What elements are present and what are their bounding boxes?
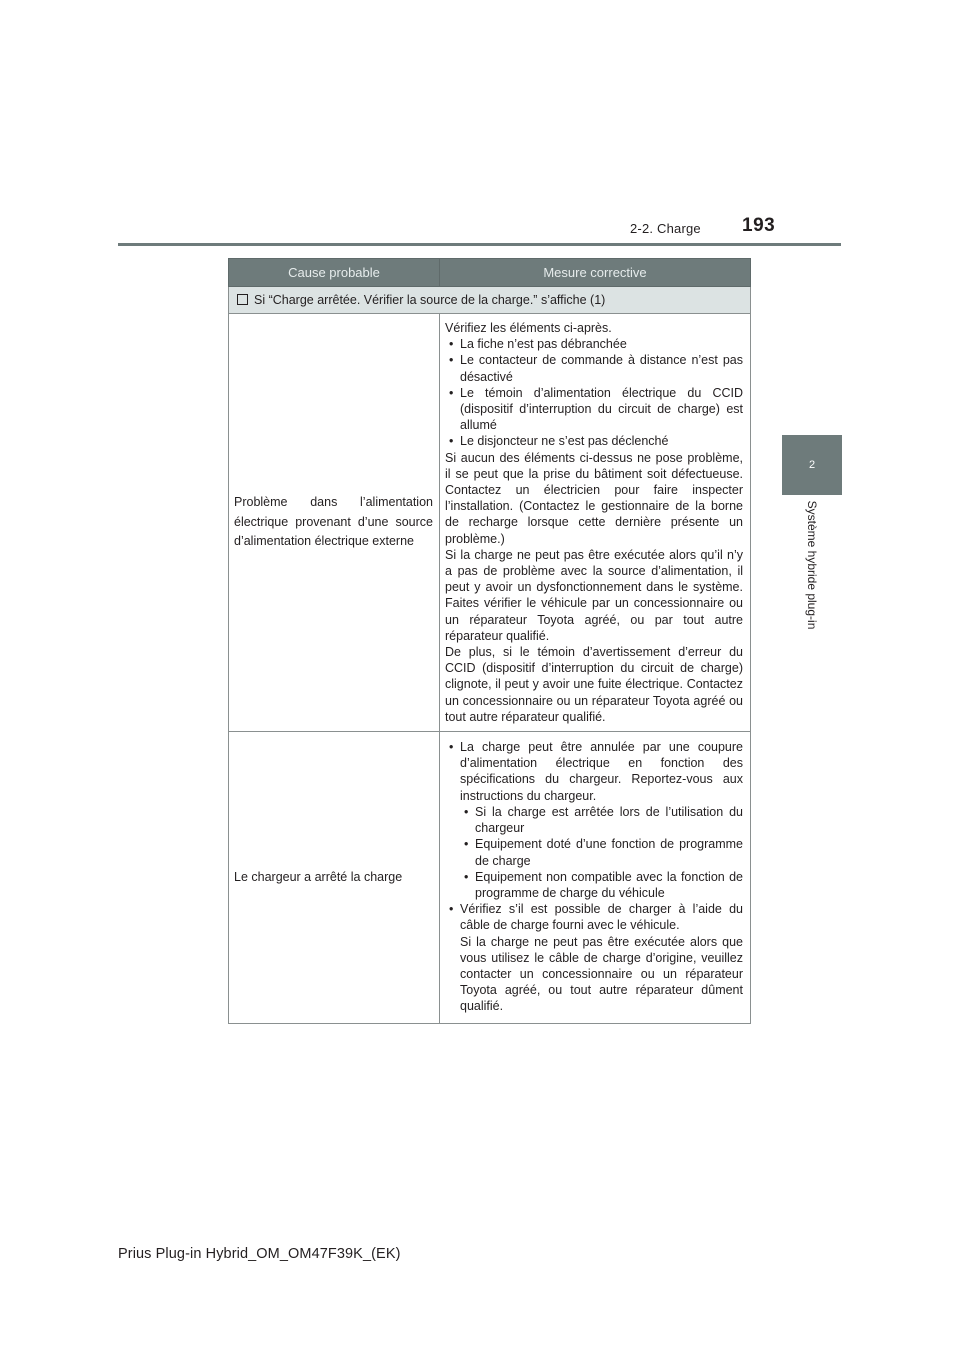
- section-title: Si “Charge arrêtée. Vérifier la source de la charge.” s’affiche (1): [254, 292, 606, 307]
- measure-intro: Vérifiez les éléments ci-après.: [445, 321, 612, 335]
- section-row: [229, 287, 751, 314]
- table-header-row: [229, 259, 751, 287]
- section-header: 2-2. Charge: [630, 221, 701, 236]
- troubleshooting-table: [228, 258, 751, 1024]
- chapter-number: 2: [808, 459, 816, 471]
- sub-list-item: • Si la charge est arrêtée lors de l’utilisation du chargeur: [445, 804, 743, 836]
- list-item: • Le témoin d’alimentation électrique du CCID (dispositif d’interruption du circuit de charge) est allumé: [445, 385, 743, 434]
- column-header-measure: Mesure corrective: [440, 259, 751, 287]
- measure-cell: [440, 732, 751, 1023]
- chapter-label: Système hybride plug-in: [805, 500, 819, 630]
- chapter-tab: [782, 435, 842, 495]
- list-item-continuation: Si la charge ne peut pas être exécutée alors que vous utilisez le câble de charge d’origine, veuillez contacter un concessionnaire ou un réparateur Toyota agréé, ou tout autre réparateur dûment qualifié.: [460, 934, 743, 1014]
- list-item: • La charge peut être annulée par une coupure d’alimentation électrique en fonction des spécifications du chargeur. Reportez-vous aux instructions du chargeur.: [445, 739, 743, 804]
- sub-list-item: • Equipement non compatible avec la fonction de programme de charge du véhicule: [445, 869, 743, 901]
- cause-cell: Problème dans l’alimentation électrique provenant d’une source d’alimentation électrique externe: [229, 314, 440, 732]
- section-title-cell: [229, 287, 751, 314]
- checkbox-square-icon: [237, 294, 248, 305]
- list-item: • Le disjoncteur ne s’est pas déclenché: [445, 433, 743, 449]
- header-rule: [118, 243, 841, 246]
- list-item: • La fiche n’est pas débranchée: [445, 336, 743, 352]
- list-item: • Le contacteur de commande à distance n’est pas désactivé: [445, 352, 743, 384]
- measure-cell: [440, 314, 751, 732]
- table-row: [229, 732, 751, 1023]
- table-row: [229, 314, 751, 732]
- sub-list-item: • Equipement doté d’une fonction de programme de charge: [445, 836, 743, 868]
- column-header-cause: Cause probable: [229, 259, 440, 287]
- measure-paragraph: Si la charge ne peut pas être exécutée alors qu’il n’y a pas de problème avec la source d’alimentation, il peut y avoir un dysfonctionnement dans le système. Faites vérifier le véhicule par un concessionnaire ou un réparateur Toyota agréé, ou par tout autre réparateur qualifié.: [445, 547, 743, 643]
- measure-paragraph: De plus, si le témoin d’avertissement d’erreur du CCID (dispositif d’interruption du circuit de charge) clignote, il peut y avoir une fuite électrique. Contactez un concessionnaire ou un réparateur Toyota agréé ou tout autre réparateur qualifié.: [445, 645, 743, 724]
- cause-cell: Le chargeur a arrêté la charge: [229, 732, 440, 1023]
- list-item: • Vérifiez s’il est possible de charger à l’aide du câble de charge fourni avec le véhicule.: [445, 901, 743, 933]
- page-number: 193: [742, 215, 776, 236]
- measure-paragraph: Si aucun des éléments ci-dessus ne pose problème, il se peut que la prise du bâtiment soit défectueuse. Contactez un électricien pour faire inspecter l’installation. (Contactez le gestionnaire de la borne de recharge lorsque cette dernière présente un problème.): [445, 450, 743, 546]
- footer-document-id: Prius Plug-in Hybrid_OM_OM47F39K_(EK): [118, 1246, 401, 1262]
